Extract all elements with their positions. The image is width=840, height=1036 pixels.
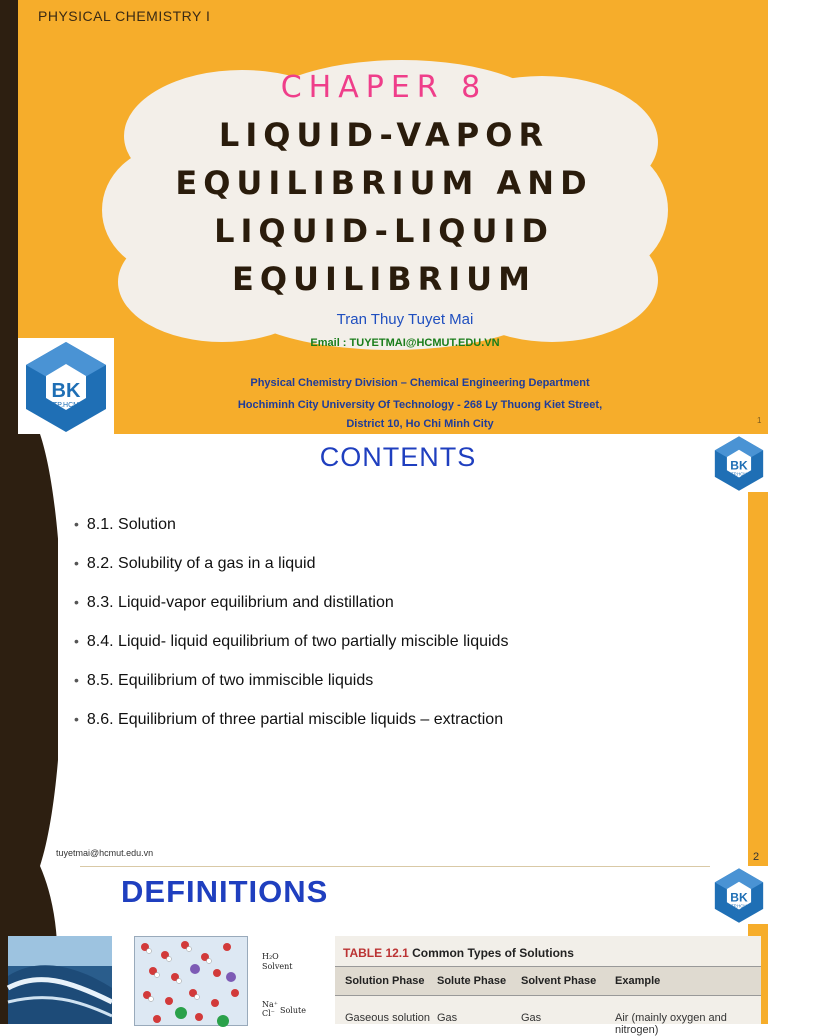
affiliation-line-3: District 10, Ho Chi Minh City — [346, 418, 494, 430]
page-number: 1 — [757, 416, 762, 425]
affiliation-line-2: Hochiminh City University Of Technology - 268 Ly Thuong Kiet Street, — [237, 399, 603, 411]
list-item: • 8.3. Liquid-vapor equilibrium and distillation — [74, 594, 394, 611]
svg-text:BK: BK — [730, 890, 748, 905]
curved-edge — [0, 434, 80, 866]
list-item: • 8.6. Equilibrium of three partial miscible liquids – extraction — [74, 711, 504, 728]
slide-title: CONTENTS — [319, 442, 477, 472]
table-header-cell: Example — [615, 975, 661, 987]
svg-text:TP.HCM: TP.HCM — [731, 903, 747, 909]
title-line-1: LIQUID-VAPOR — [218, 116, 550, 154]
water-label: H₂O — [262, 952, 279, 961]
author-name: Tran Thuy Tuyet Mai — [336, 311, 474, 328]
list-item: • 8.4. Liquid- liquid equilibrium of two partially miscible liquids — [74, 633, 509, 650]
solution-types-table — [335, 936, 761, 1036]
list-item: • 8.1. Solution — [74, 516, 176, 533]
course-subject: PHYSICAL CHEMISTRY I — [38, 8, 211, 24]
table-cell: Gas — [521, 1012, 542, 1024]
bk-logo — [710, 866, 768, 924]
table-header-row — [335, 966, 761, 996]
title-line-4: EQUILIBRIUM — [231, 260, 536, 298]
bk-logo-sub: TP.HCM — [53, 402, 79, 409]
solute-label: Solute — [280, 1006, 306, 1015]
svg-text:TP.HCM: TP.HCM — [731, 471, 747, 477]
table-header-cell: Solution Phase — [345, 975, 425, 987]
chapter-heading: CHAPER 8 — [280, 70, 488, 105]
ions-label: Na⁺ Cl⁻ — [262, 1000, 278, 1018]
affiliation-line-1: Physical Chemistry Division – Chemical Engineering Department — [250, 377, 590, 389]
title-line-2: EQUILIBRIUM AND — [175, 164, 593, 202]
table-header-cell: Solute Phase — [437, 975, 507, 987]
ocean-wave-image — [8, 936, 112, 1024]
footer-email: tuyetmai@hcmut.edu.vn — [56, 848, 154, 858]
contents-list — [74, 514, 508, 748]
solution-molecule-diagram — [134, 936, 248, 1026]
contents-slide — [0, 434, 768, 866]
table-cell: Gaseous solution — [345, 1012, 430, 1024]
solvent-label: Solvent — [262, 962, 293, 971]
table-cell: Air (mainly oxygen and nitrogen) — [615, 1012, 727, 1036]
bk-logo-letters: BK — [51, 380, 81, 402]
list-item: • 8.2. Solubility of a gas in a liquid — [74, 555, 316, 572]
bk-logo-icon — [710, 866, 768, 924]
slide-title: DEFINITIONS — [121, 874, 329, 909]
table-cell: Gas — [437, 1012, 458, 1024]
molecules-icon — [135, 937, 247, 1025]
bk-logo-icon — [710, 434, 768, 492]
svg-text:BK: BK — [730, 458, 748, 473]
title-slide — [0, 0, 768, 434]
table-header-cell: Solvent Phase — [521, 975, 597, 987]
author-email: Email : TUYETMAI@HCMUT.EDU.VN — [310, 337, 500, 349]
right-orange-strip — [748, 434, 768, 866]
divider — [0, 866, 768, 867]
bk-logo — [710, 434, 768, 492]
list-item: • 8.5. Equilibrium of two immiscible liquids — [74, 672, 374, 689]
page-number: 2 — [753, 851, 760, 863]
table-caption: TABLE 12.1 Common Types of Solutions — [343, 946, 574, 960]
definitions-slide — [0, 866, 768, 1036]
title-line-3: LIQUID-LIQUID — [214, 212, 554, 250]
